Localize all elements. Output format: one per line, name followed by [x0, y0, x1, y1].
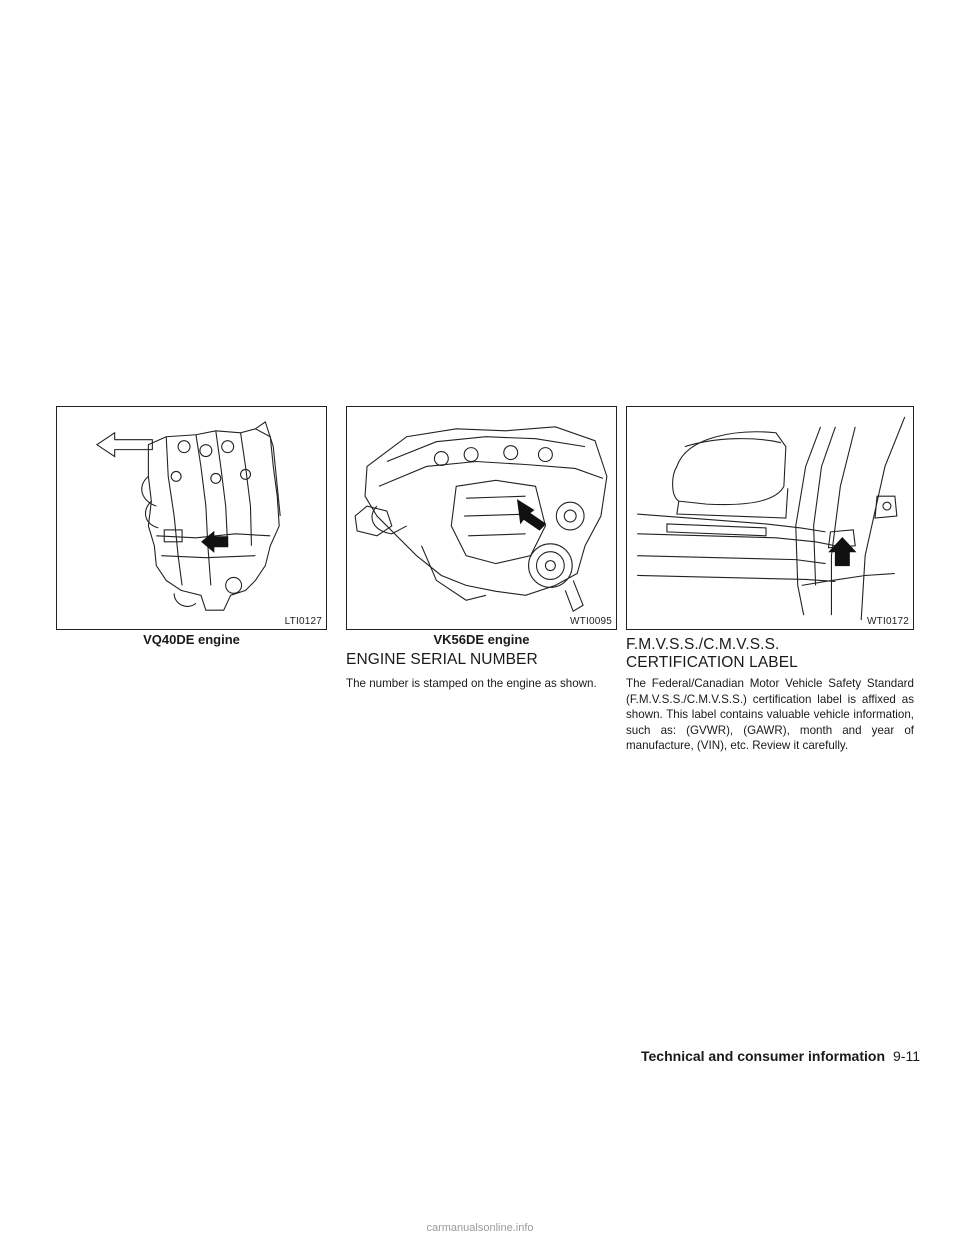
certification-heading: [626, 636, 914, 672]
figure-code: WTI0172: [867, 616, 909, 627]
figure-code: WTI0095: [570, 616, 612, 627]
engine-serial-heading: ENGINE SERIAL NUMBER: [346, 651, 538, 668]
figure-certification-label: [626, 406, 914, 630]
watermark: carmanualsonline.info: [426, 1222, 534, 1234]
figure-vk56de-engine: [346, 406, 617, 630]
certification-heading-line2: CERTIFICATION LABEL: [626, 654, 798, 671]
certification-body: The Federal/Canadian Motor Vehicle Safety Standard (F.M.V.S.S./C.M.V.S.S.) certification label is affixed as shown. This label contains valuable vehicle information, such as: (GVWR), (GAWR), month and year of manufacture, (VIN), etc. Review it carefully.: [626, 677, 914, 752]
engine-serial-body: The number is stamped on the engine as shown.: [346, 677, 597, 690]
figure-code: LTI0127: [284, 616, 322, 627]
page-number: 9-11: [893, 1048, 920, 1064]
page-footer: [620, 1048, 920, 1064]
figure-caption-vk56de: VK56DE engine: [433, 632, 530, 647]
vk56de-engine-illustration: [347, 407, 616, 629]
figure-caption-vq40de: VQ40DE engine: [143, 632, 240, 647]
footer-section-title: Technical and consumer information: [641, 1048, 886, 1064]
figure-vq40de-engine: [56, 406, 327, 630]
door-pillar-illustration: [627, 407, 913, 629]
vq40de-engine-illustration: [57, 407, 326, 629]
certification-heading-line1: F.M.V.S.S./C.M.V.S.S.: [626, 636, 780, 653]
